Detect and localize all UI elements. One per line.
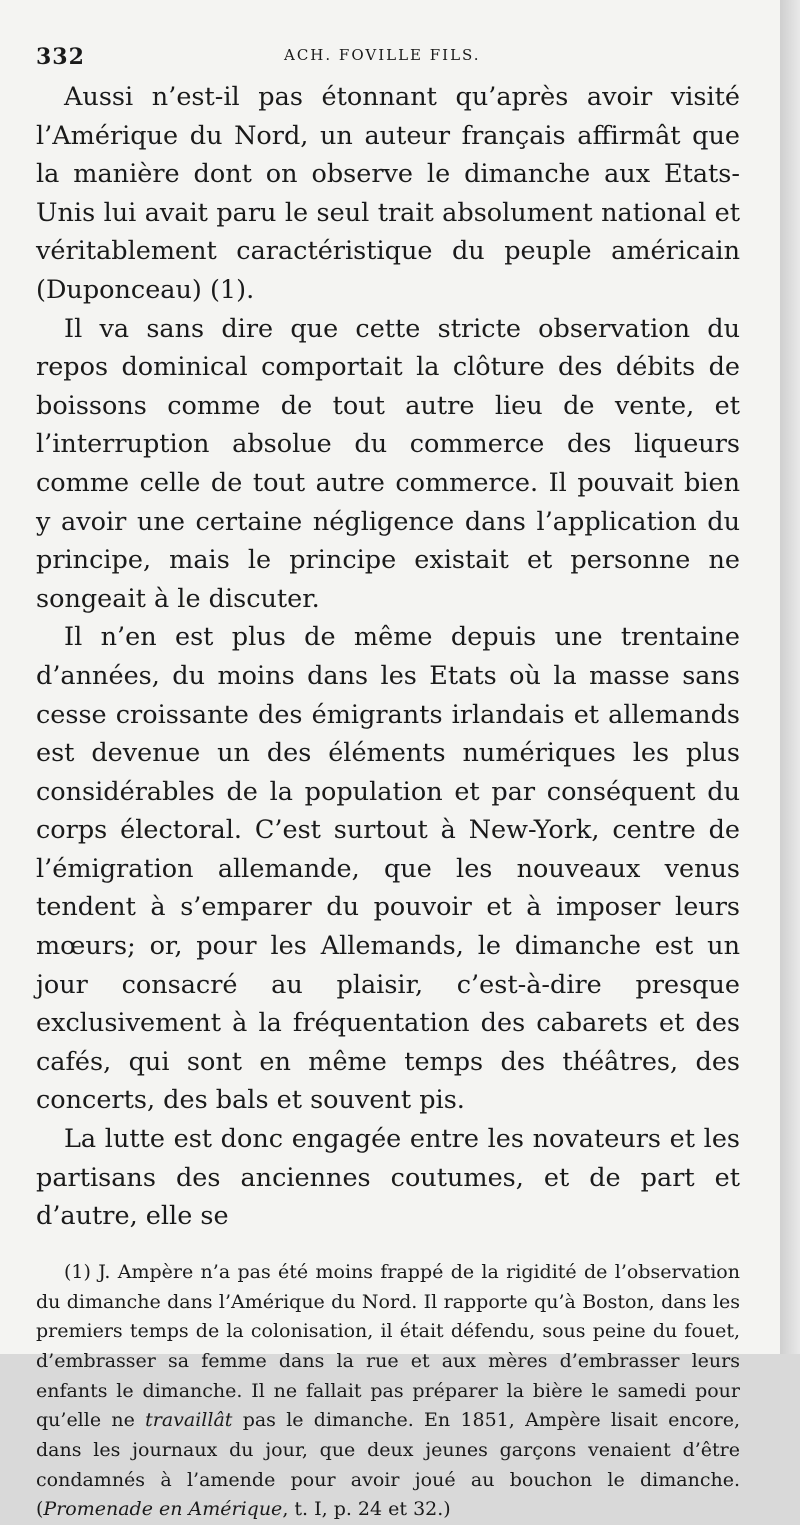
page-edge (780, 0, 800, 1354)
footnote-text: (1) J. Ampère n’a pas été moins frappé de la rigidité de l’observation du dimanche dans l’Amérique du Nord. Il rapporte qu’à Boston, dans les premiers temps de la colonisation, il était défendu, sous peine du fouet, d’embrasser sa femme dans la rue et aux mères d’embrasser leurs enfants le dimanche. Il ne fallait pas préparer la bière le samedi pour qu’elle ne (36, 1260, 740, 1432)
footnote-book-title: Promenade en Amérique (43, 1498, 283, 1521)
paragraph: Il va sans dire que cette stricte observation du repos dominical comportait la clôture des débits de boissons comme de tout autre lieu de vente, et l’interruption absolue du commerce des liqueurs comme celle de tout autre commerce. Il pouvait bien y avoir une certaine négligence dans l’application du principe, mais le principe existait et personne ne songeait à le discuter. (36, 313, 740, 614)
footnote-separator (36, 1236, 740, 1258)
paragraph: La lutte est donc engagée entre les novateurs et les partisans des anciennes coutumes, et de part et d’autre, elle se (36, 1124, 740, 1232)
paragraph: Il n’en est plus de même depuis une trentaine d’années, du moins dans les Etats où la masse sans cesse croissante des émigrants irlandais et allemands est devenue un des éléments numériques les plus considérables de la population et par conséquent du corps électoral. C’est surtout à New-York, centre de l’émigration allemande, que les nouveaux venus tendent à s’emparer du pouvoir et à imposer leurs mœurs; or, pour les Allemands, le dimanche est un jour consacré au plaisir, c’est-à-dire presque exclusivement à la fréquentation des cabarets et des cafés, qui sont en même temps des théâtres, des concerts, des bals et souvent pis. (36, 622, 740, 1116)
footnote-italic: travaillât (145, 1409, 233, 1432)
running-head (36, 44, 740, 78)
page-number: 332 (36, 44, 85, 70)
footnote (36, 1258, 740, 1525)
main-text (36, 78, 740, 1236)
paragraph: Aussi n’est-il pas étonnant qu’après avoir visité l’Amérique du Nord, un auteur français affirmât que la manière dont on observe le dimanche aux Etats-Unis lui avait paru le seul trait absolument national et véritablement caractéristique du peuple américain (Duponceau) (1). (36, 82, 740, 305)
footnote-text: pas le dimanche. En 1851, Ampère lisait encore, dans les journaux du jour, que deux jeunes garçons venaient d’être condamnés à l’amende pour avoir joué au bouchon le dimanche. ( (36, 1409, 740, 1521)
footnote-text: , t. I, p. 24 et 32.) (282, 1498, 451, 1521)
running-title: ACH. FOVILLE FILS. (284, 46, 481, 64)
